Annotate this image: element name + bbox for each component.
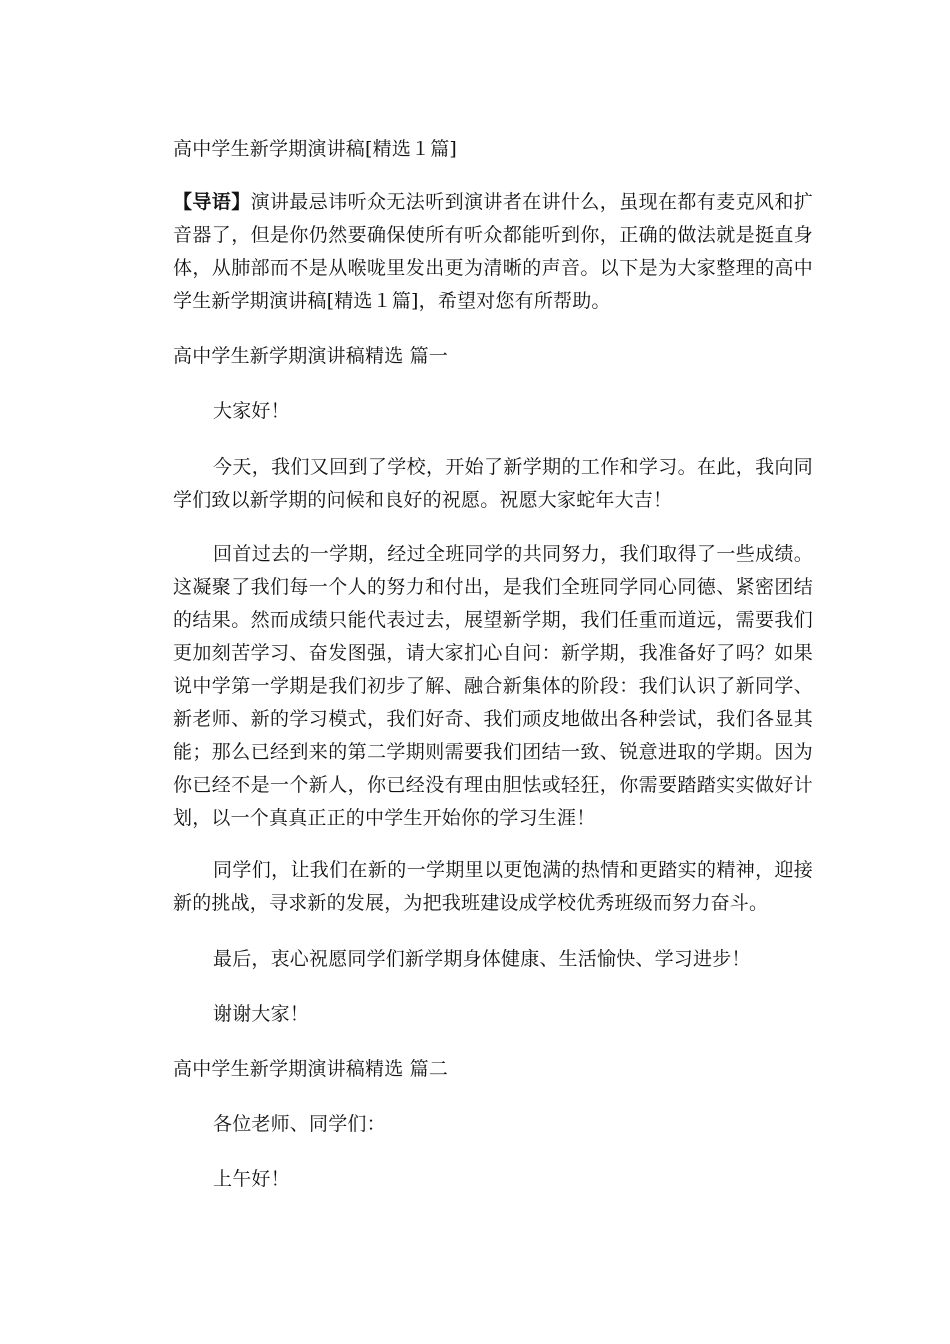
- intro-text: 演讲最忌讳听众无法听到演讲者在讲什么，虽现在都有麦克风和扩音器了，但是你仍然要确保使所有听众都能听到你，正确的做法就是挺直身体，从肺部而不是从喉咙里发出更为清晰的声音。以下是为大家整理的高中学生新学期演讲稿[精选１篇]，希望对您有所帮助。: [173, 191, 813, 312]
- section1-heading: 高中学生新学期演讲稿精选 篇一: [173, 345, 449, 367]
- intro-label: 【导语】: [173, 191, 251, 213]
- section2-greeting: 上午好！: [213, 1168, 290, 1190]
- document-title: 高中学生新学期演讲稿[精选１篇]: [173, 138, 458, 160]
- section1-paragraph-4: 最后，衷心祝愿同学们新学期身体健康、生活愉快、学习进步！: [213, 948, 751, 970]
- section1-greeting: 大家好！: [213, 400, 290, 422]
- section2-salutation: 各位老师、同学们：: [213, 1113, 386, 1135]
- section1-closing: 谢谢大家！: [213, 1003, 310, 1025]
- section1-paragraph-1: 今天，我们又回到了学校，开始了新学期的工作和学习。在此，我向同学们致以新学期的问候和良好的祝愿。祝愿大家蛇年大吉！: [173, 456, 813, 511]
- intro-paragraph: [173, 186, 813, 318]
- section1-paragraph-2: 回首过去的一学期，经过全班同学的共同努力，我们取得了一些成绩。这凝聚了我们每一个人的努力和付出，是我们全班同学同心同德、紧密团结的结果。然而成绩只能代表过去，展望新学期，我们任重而道远，需要我们更加刻苦学习、奋发图强，请大家扪心自问：新学期，我准备好了吗？如果说中学第一学期是我们初步了解、融合新集体的阶段：我们认识了新同学、新老师、新的学习模式，我们好奇、我们顽皮地做出各种尝试，我们各显其能；那么已经到来的第二学期则需要我们团结一致、锐意进取的学期。因为你已经不是一个新人，你已经没有理由胆怯或轻狂，你需要踏踏实实做好计划，以一个真真正正的中学生开始你的学习生涯！: [173, 543, 813, 829]
- section2-heading: 高中学生新学期演讲稿精选 篇二: [173, 1058, 449, 1080]
- section1-paragraph-3: 同学们，让我们在新的一学期里以更饱满的热情和更踏实的精神，迎接新的挑战，寻求新的发展，为把我班建设成学校优秀班级而努力奋斗。: [173, 859, 813, 914]
